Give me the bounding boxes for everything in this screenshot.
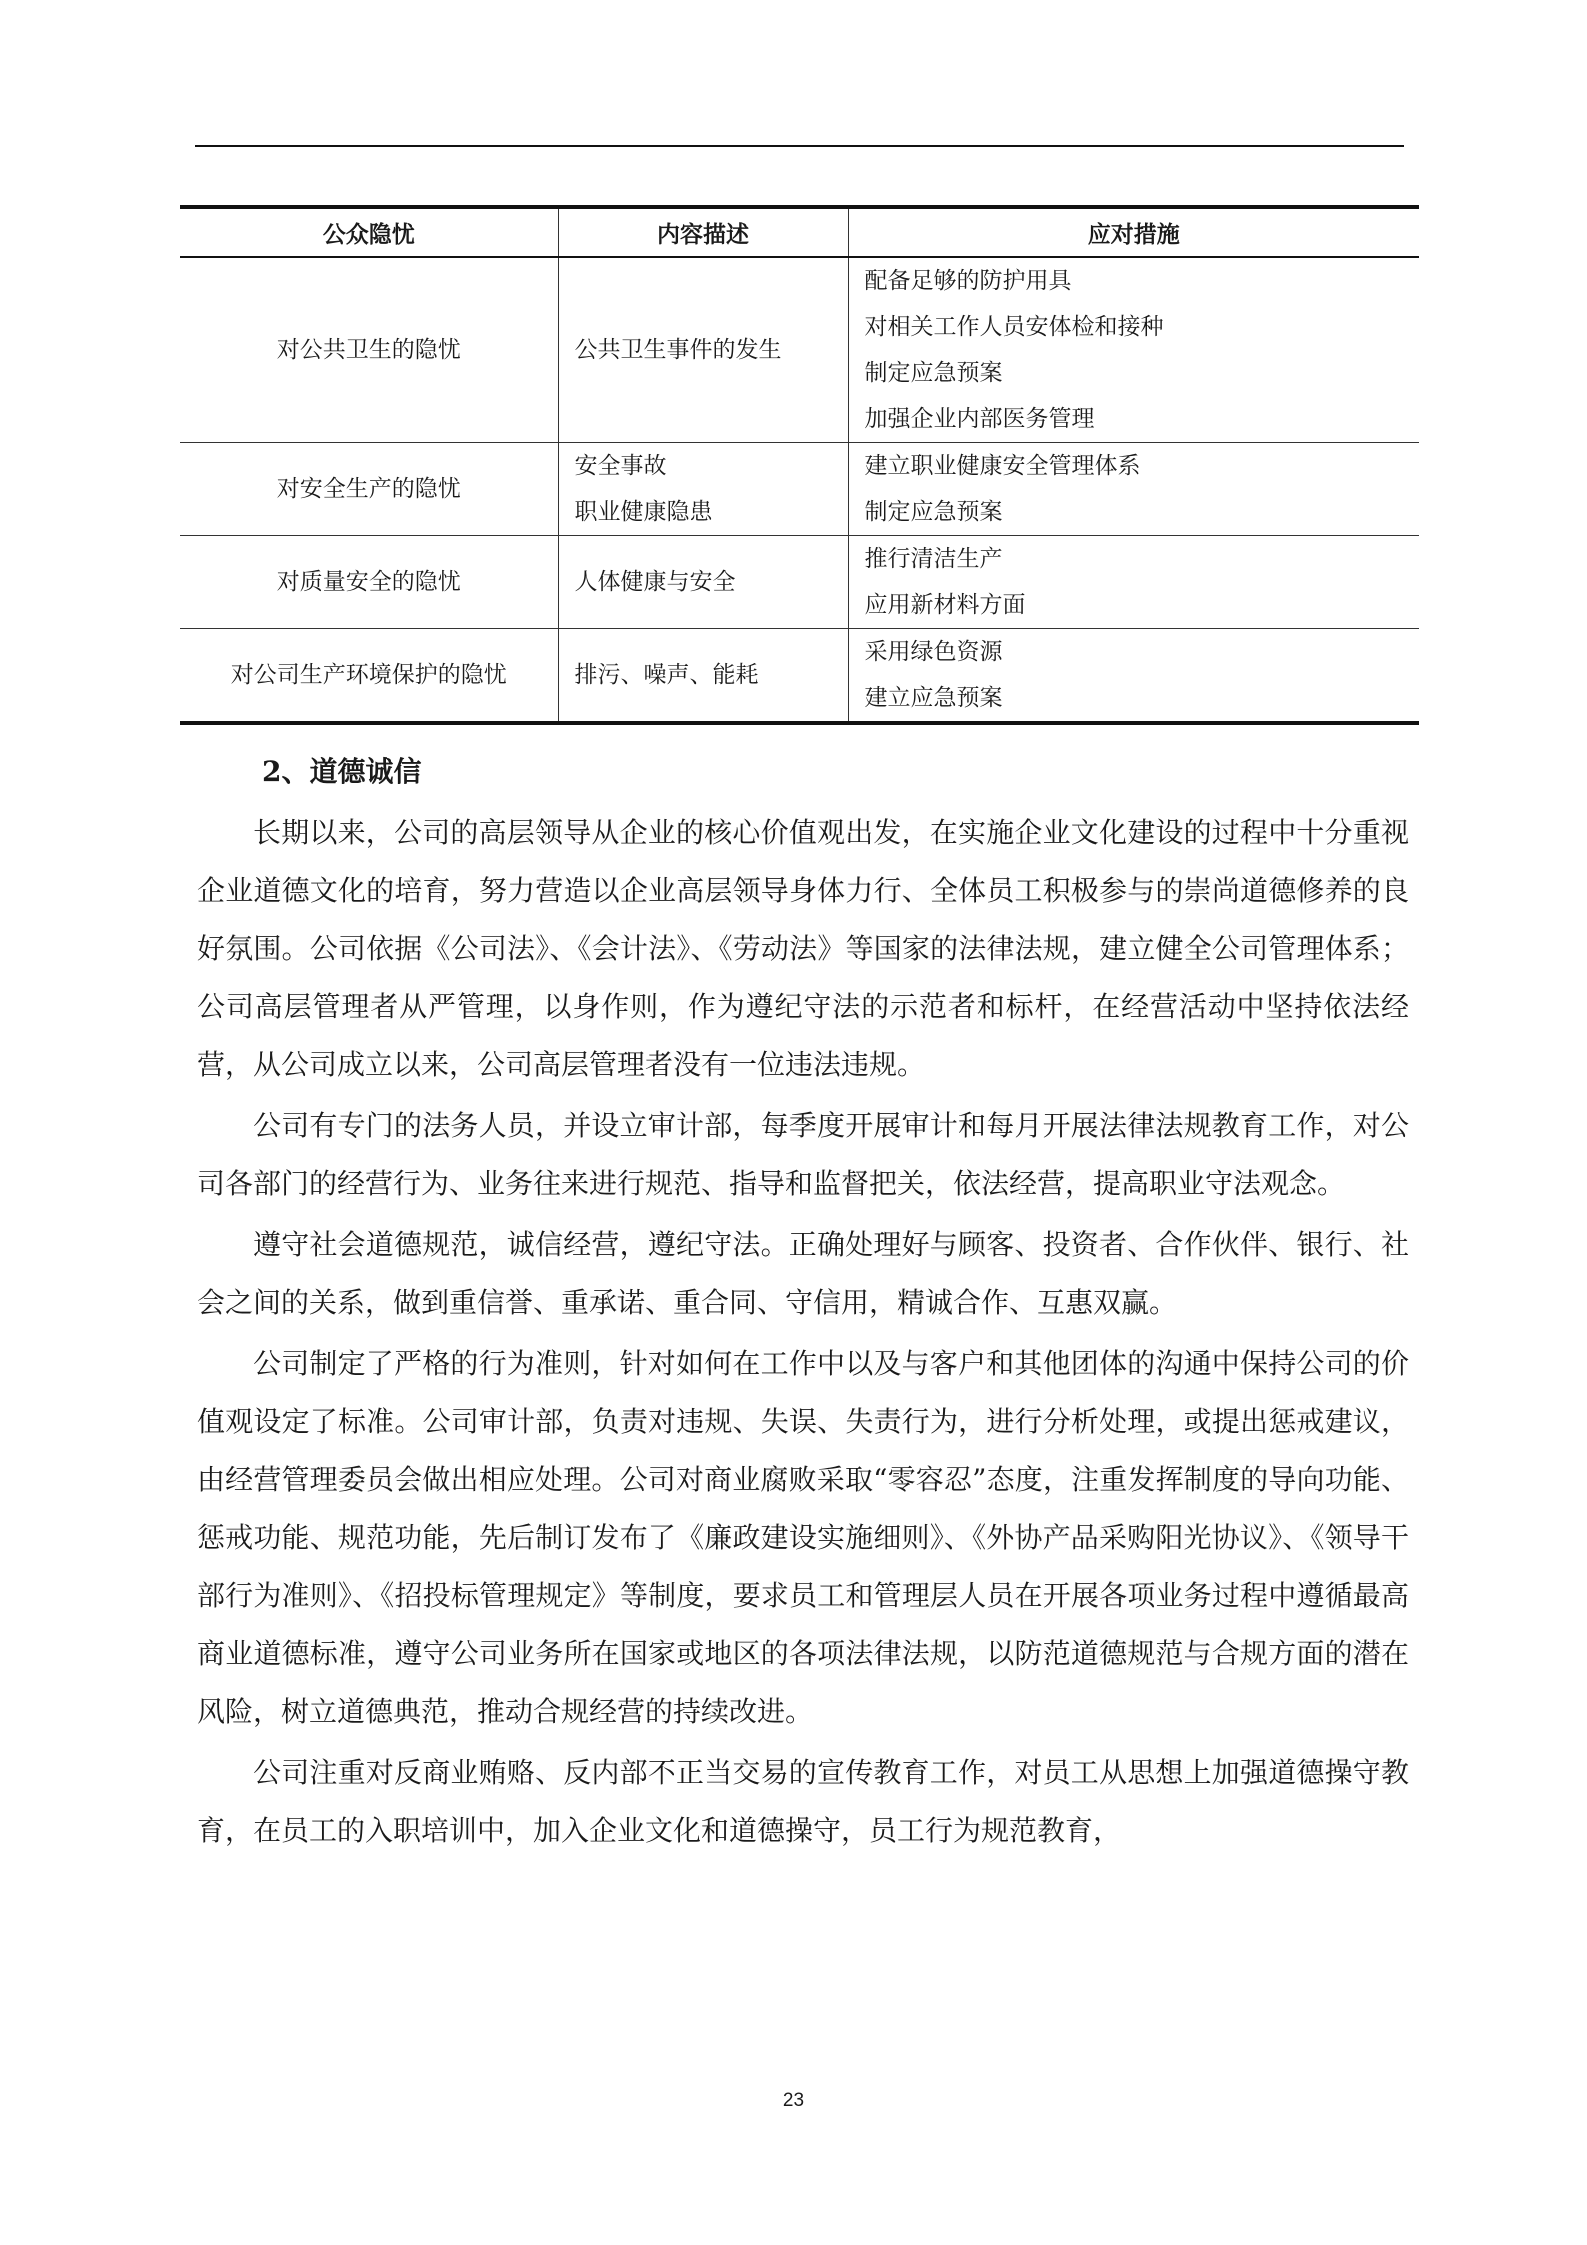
- header-description: 内容描述: [558, 207, 848, 257]
- measures-cell: [848, 629, 1419, 724]
- concern-cell: [180, 257, 558, 443]
- paragraph: 公司有专门的法务人员，并设立审计部，每季度开展审计和每月开展法律法规教育工作，对公司各部门的经营行为、业务往来进行规范、指导和监督把关，依法经营，提高职业守法观念。: [197, 1109, 1409, 1200]
- table-row: [180, 629, 1419, 724]
- measure-line: 建立应急预案: [864, 685, 1003, 711]
- paragraph: 长期以来，公司的高层领导从企业的核心价值观出发，在实施企业文化建设的过程中十分重视企业道德文化的培育，努力营造以企业高层领导身体力行、全体员工积极参与的崇尚道德修养的良好氛围。公司依据《公司法》、《会计法》、《劳动法》等国家的法律法规，建立健全公司管理体系；公司高层管理者从严管理，以身作则，作为遵纪守法的示范者和标杆，在经营活动中坚持依法经营，从公司成立以来，公司高层管理者没有一位违法违规。: [197, 816, 1409, 1081]
- measures-cell: [848, 536, 1419, 629]
- concern-text: 对安全生产的隐忧: [276, 476, 461, 502]
- concern-cell: [180, 629, 558, 724]
- concern-text: 对公共卫生的隐忧: [276, 337, 461, 363]
- description-cell: [558, 536, 848, 629]
- description-line: 排污、噪声、能耗: [574, 662, 759, 688]
- description-cell: [558, 629, 848, 724]
- paragraph: 公司注重对反商业贿赂、反内部不正当交易的宣传教育工作，对员工从思想上加强道德操守教育，在员工的入职培训中，加入企业文化和道德操守，员工行为规范教育，: [197, 1756, 1409, 1847]
- measure-line: 推行清洁生产: [864, 546, 1003, 572]
- concern-text: 对质量安全的隐忧: [276, 569, 461, 595]
- table-header-row: [180, 207, 1419, 257]
- paragraph: 公司制定了严格的行为准则，针对如何在工作中以及与客户和其他团体的沟通中保持公司的价值观设定了标准。公司审计部，负责对违规、失误、失责行为，进行分析处理，或提出惩戒建议，由经营管理委员会做出相应处理。公司对商业腐败采取“零容忍”态度，注重发挥制度的导向功能、惩戒功能、规范功能，先后制订发布了《廉政建设实施细则》、《外协产品采购阳光协议》、《领导干部行为准则》、《招投标管理规定》等制度，要求员工和管理层人员在开展各项业务过程中遵循最高商业道德标准，遵守公司业务所在国家或地区的各项法律法规，以防范道德规范与合规方面的潜在风险，树立道德典范，推动合规经营的持续改进。: [197, 1347, 1409, 1728]
- concern-text: 对公司生产环境保护的隐忧: [230, 662, 507, 688]
- description-cell: [558, 443, 848, 536]
- measure-line: 采用绿色资源: [864, 639, 1003, 665]
- body-text: [197, 804, 1409, 1863]
- measure-line: 配备足够的防护用具: [864, 268, 1072, 294]
- description-line: 安全事故: [574, 453, 667, 479]
- table-row: [180, 257, 1419, 443]
- concern-cell: [180, 443, 558, 536]
- header-rule: [195, 145, 1404, 147]
- measure-line: 制定应急预案: [864, 360, 1003, 386]
- description-line: 人体健康与安全: [574, 569, 736, 595]
- measures-cell: [848, 443, 1419, 536]
- header-measures: 应对措施: [848, 207, 1419, 257]
- section-heading: 2、道德诚信: [262, 755, 422, 788]
- table-row: [180, 443, 1419, 536]
- public-concerns-table-wrap: [180, 205, 1419, 725]
- header-concern: 公众隐忧: [180, 207, 558, 257]
- measure-line: 制定应急预案: [864, 499, 1003, 525]
- page-number: 23: [782, 2090, 805, 2111]
- public-concerns-table: [180, 205, 1419, 725]
- description-line: 职业健康隐患: [574, 499, 713, 525]
- measure-line: 加强企业内部医务管理: [864, 406, 1095, 432]
- description-cell: [558, 257, 848, 443]
- measure-line: 应用新材料方面: [864, 592, 1026, 618]
- table-row: [180, 536, 1419, 629]
- paragraph: 遵守社会道德规范，诚信经营，遵纪守法。正确处理好与顾客、投资者、合作伙伴、银行、社会之间的关系，做到重信誉、重承诺、重合同、守信用，精诚合作、互惠双赢。: [197, 1228, 1409, 1319]
- measures-cell: [848, 257, 1419, 443]
- description-line: 公共卫生事件的发生: [574, 337, 782, 363]
- measure-line: 建立职业健康安全管理体系: [864, 453, 1141, 479]
- concern-cell: [180, 536, 558, 629]
- measure-line: 对相关工作人员安体检和接种: [864, 314, 1164, 340]
